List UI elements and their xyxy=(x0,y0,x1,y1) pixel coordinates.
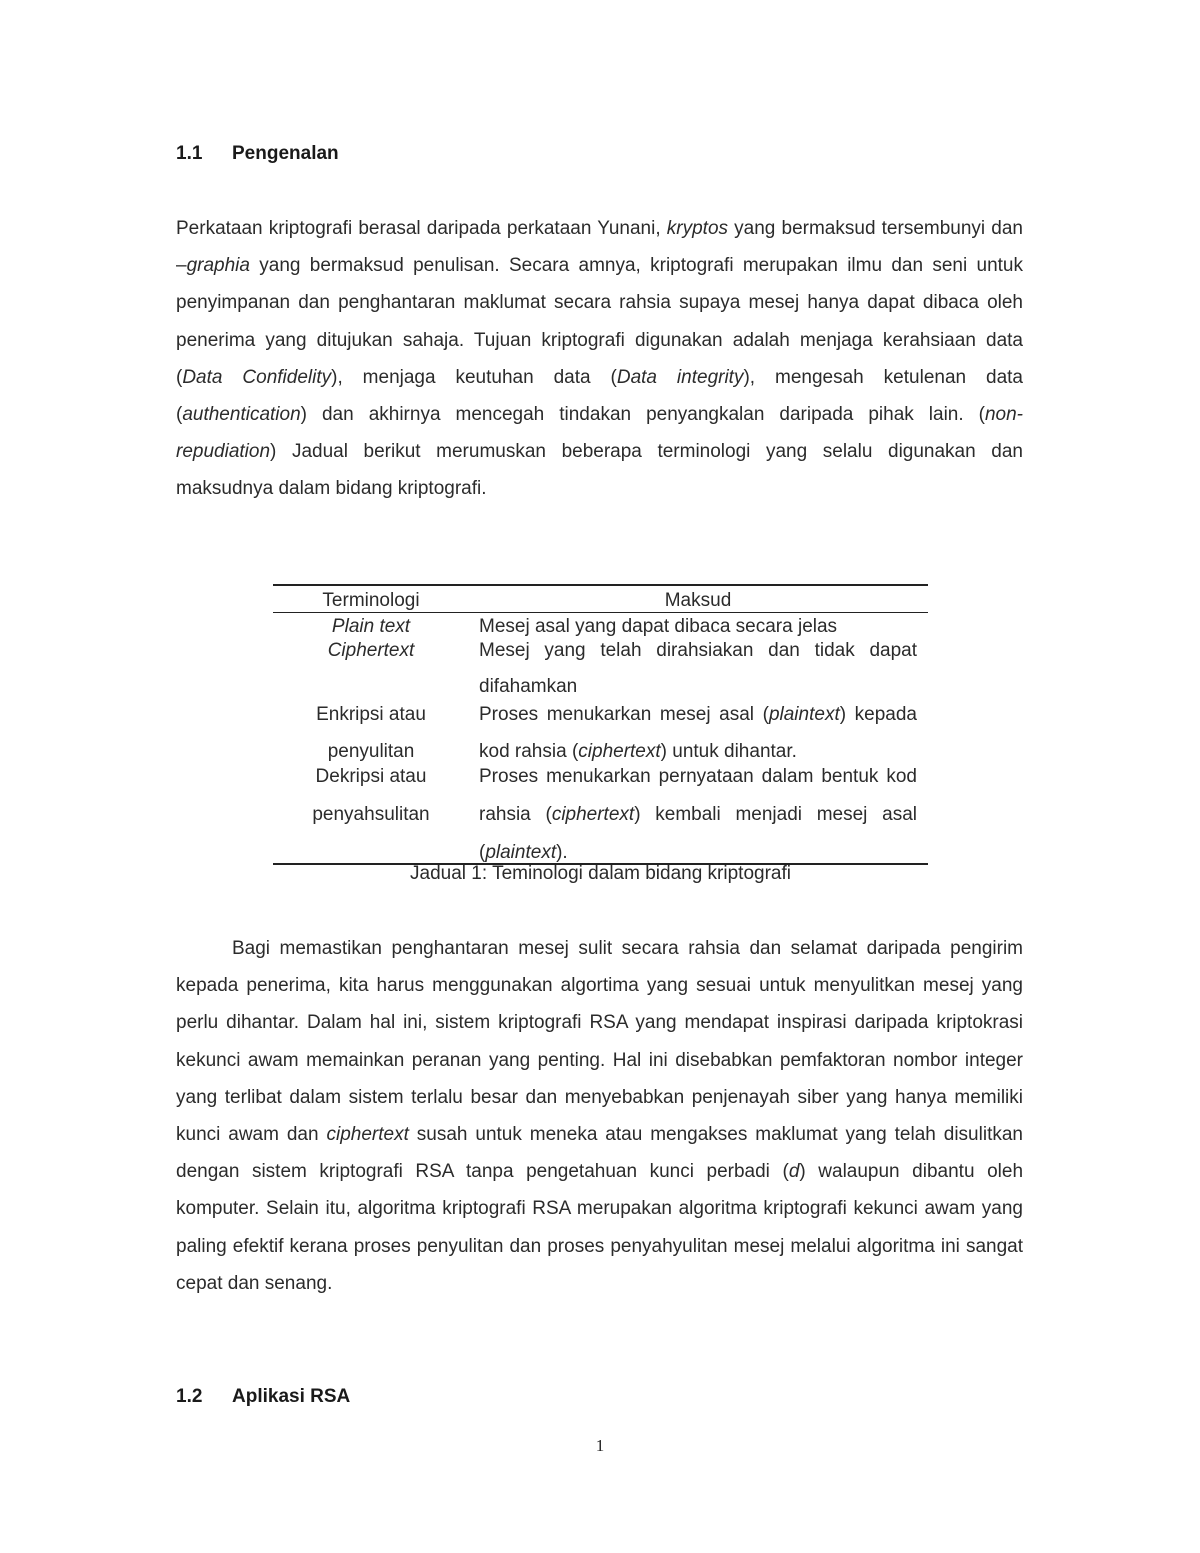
section-number: 1.2 xyxy=(176,1386,203,1407)
section-number: 1.1 xyxy=(176,143,203,164)
table-caption: Jadual 1: Teminologi dalam bidang kriptografi xyxy=(410,863,791,884)
text-run: susah untuk meneka atau mengakses maklumat yang telah disulitkan dengan sistem kriptografi RSA tanpa pengetahuan kunci perbadi ( xyxy=(176,1124,1023,1183)
italic-text-run: Data Confidelity xyxy=(182,366,332,388)
term-cell xyxy=(273,633,469,696)
text-run: ) kepada kod rahsia ( xyxy=(479,704,917,762)
text-run: Proses menukarkan pernyataan dalam bentuk kod rahsia ( xyxy=(479,766,917,825)
italic-text-run: ciphertext xyxy=(326,1124,409,1146)
page-number: 1 xyxy=(595,1436,605,1455)
italic-text-run: Plain text xyxy=(331,616,411,637)
section-heading-1-1 xyxy=(176,143,339,165)
text-run: Dekripsi atau penyahsulitan xyxy=(312,766,430,825)
table-row xyxy=(273,633,928,696)
meaning-cell xyxy=(469,758,917,863)
italic-text-run: plaintext xyxy=(485,842,557,863)
italic-text-run: ciphertext xyxy=(551,804,635,825)
text-run: Mesej asal yang dapat dibaca secara jelas xyxy=(479,616,838,637)
italic-text-run: Data integrity xyxy=(616,366,744,388)
text-run: ) kembali menjadi mesej asal ( xyxy=(479,804,917,863)
text-run: ). xyxy=(556,842,568,863)
text-run: ) Jadual berikut merumuskan beberapa terminologi yang selalu digunakan dan maksudnya dalam bidang kriptografi. xyxy=(176,441,1023,500)
table-top-rule xyxy=(273,584,928,586)
italic-text-run: non-repudiation xyxy=(176,404,1023,463)
text-run: ) walaupun dibantu oleh komputer. Selain itu, algoritma kriptografi RSA merupakan algoritma kriptografi kekunci awam yang paling efektif kerana proses penyulitan dan proses penyahyulitan mesej melalui algoritma ini sangat cepat dan senang. xyxy=(176,1161,1024,1294)
text-run: ), menjaga keutuhan data ( xyxy=(331,366,617,388)
meaning-cell xyxy=(469,633,917,696)
italic-text-run: authentication xyxy=(182,404,301,426)
text-run: Perkataan kriptografi berasal daripada perkataan Yunani, xyxy=(176,218,667,239)
meaning-cell xyxy=(469,696,917,762)
rsa-paragraph xyxy=(176,930,1023,1302)
italic-text-run: graphia xyxy=(186,255,250,277)
header-terminologi: Terminologi xyxy=(322,590,420,611)
italic-text-run: d xyxy=(788,1161,800,1183)
text-run: ), mengesah ketulenan data ( xyxy=(176,366,1023,426)
section-title: Pengenalan xyxy=(232,143,339,164)
text-run: Mesej yang telah dirahsiakan dan tidak dapat difahamkan xyxy=(479,640,917,697)
text-run: Bagi memastikan penghantaran mesej sulit secara rahsia dan selamat daripada pengirim kepada penerima, kita harus menggunakan algortima yang sesuai untuk menyulitkan mesej yang perlu dihantar. Dalam hal ini, sistem kriptografi RSA yang mendapat inspirasi daripada kriptokrasi kekunci awam memainkan peranan yang penting. Hal ini disebabkan pemfaktoran nombor integer yang terlibat dalam sistem terlalu besar dan menyebabkan penjenayah siber yang hanya memiliki kunci awam dan xyxy=(176,938,1023,1146)
text-run: yang bermaksud tersembunyi dan – xyxy=(176,218,1023,277)
term-cell xyxy=(273,696,469,762)
intro-paragraph xyxy=(176,210,1023,508)
text-run: ) untuk dihantar. xyxy=(660,741,797,762)
italic-text-run: kryptos xyxy=(666,218,729,239)
table-row xyxy=(273,758,928,863)
term-cell xyxy=(273,758,469,858)
table-row xyxy=(273,696,928,762)
table-header-row xyxy=(273,588,928,614)
section-heading-1-2 xyxy=(176,1386,350,1408)
italic-text-run: ciphertext xyxy=(578,741,661,762)
italic-text-run: plaintext xyxy=(768,704,840,725)
header-maksud: Maksud xyxy=(664,590,732,611)
text-run: ) dan akhirnya mencegah tindakan penyangkalan daripada pihak lain. ( xyxy=(300,404,985,426)
text-run: Enkripsi atau penyulitan xyxy=(316,704,426,762)
section-title: Aplikasi RSA xyxy=(232,1386,351,1407)
italic-text-run: Ciphertext xyxy=(327,640,415,661)
text-run: yang bermaksud penulisan. Secara amnya, kriptografi merupakan ilmu dan seni untuk penyimpanan dan penghantaran maklumat secara rahsia supaya mesej hanya dapat dibaca oleh penerima yang ditujukan sahaja. Tujuan kriptografi digunakan adalah menjaga kerahsiaan data ( xyxy=(176,255,1023,388)
text-run: Proses menukarkan mesej asal ( xyxy=(479,704,769,725)
